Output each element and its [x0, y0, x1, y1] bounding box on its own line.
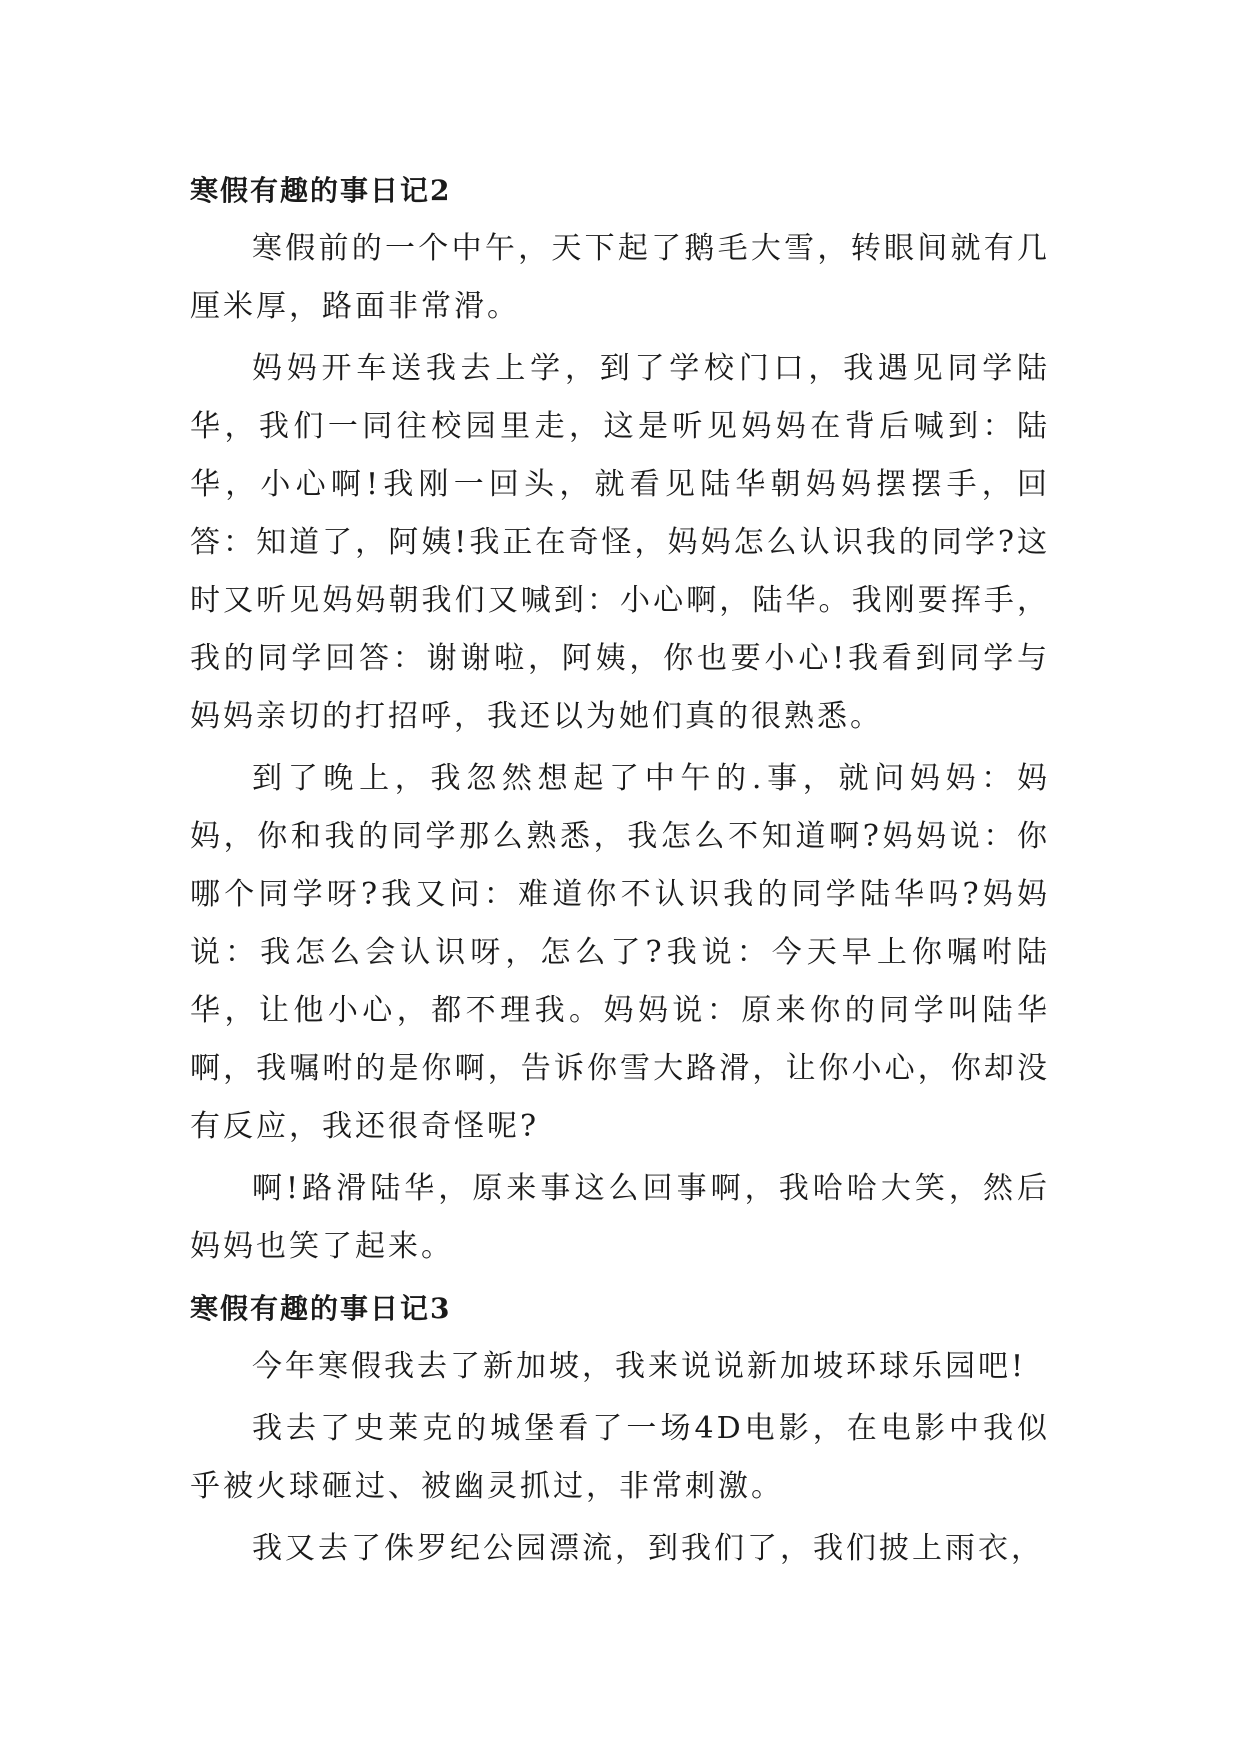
- paragraph: 到了晚上，我忽然想起了中午的.事，就问妈妈：妈妈，你和我的同学那么熟悉，我怎么不知道啊?妈妈说：你哪个同学呀?我又问：难道你不认识我的同学陆华吗?妈妈说：我怎么会认识呀，怎么了?我说：今天早上你嘱咐陆华，让他小心，都不理我。妈妈说：原来你的同学叫陆华啊，我嘱咐的是你啊，告诉你雪大路滑，让你小心，你却没有反应，我还很奇怪呢?: [190, 761, 1050, 1144]
- paragraph: 今年寒假我去了新加坡，我来说说新加坡环球乐园吧!: [252, 1349, 1027, 1384]
- section-title: 寒假有趣的事日记2: [190, 174, 452, 207]
- section-title: 寒假有趣的事日记3: [190, 1292, 452, 1325]
- document-body: [190, 162, 1050, 1582]
- paragraph: 啊!路滑陆华，原来事这么回事啊，我哈哈大笑，然后妈妈也笑了起来。: [190, 1171, 1050, 1264]
- paragraph: 我又去了侏罗纪公园漂流，到我们了，我们披上雨衣，: [252, 1531, 1044, 1566]
- paragraph: 我去了史莱克的城堡看了一场4D电影，在电影中我似乎被火球砸过、被幽灵抓过，非常刺激。: [190, 1411, 1050, 1504]
- paragraph: 寒假前的一个中午，天下起了鹅毛大雪，转眼间就有几厘米厚，路面非常滑。: [190, 231, 1050, 324]
- paragraph: 妈妈开车送我去上学，到了学校门口，我遇见同学陆华，我们一同往校园里走，这是听见妈妈在背后喊到：陆华，小心啊!我刚一回头，就看见陆华朝妈妈摆摆手，回答：知道了，阿姨!我正在奇怪，妈妈怎么认识我的同学?这时又听见妈妈朝我们又喊到：小心啊，陆华。我刚要挥手，我的同学回答：谢谢啦，阿姨，你也要小心!我看到同学与妈妈亲切的打招呼，我还以为她们真的很熟悉。: [190, 351, 1050, 734]
